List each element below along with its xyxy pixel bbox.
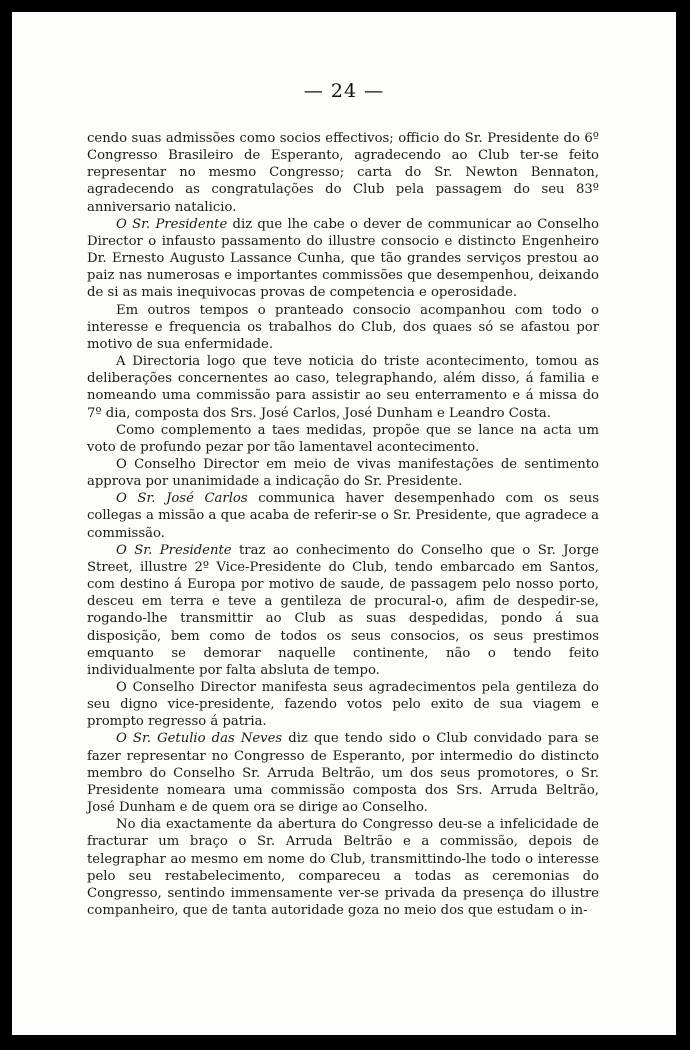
paragraph-text: O Conselho Director manifesta seus agradecimentos pela gentileza do seu digno vice-presidente, fazendo votos pelo exito de sua viagem e prompto regresso á patria. xyxy=(87,680,599,730)
speaker-name: O Sr. Presidente xyxy=(116,216,228,232)
paragraph-text: cendo suas admissões como socios effectivos; officio do Sr. Presidente do 6º Congresso Brasileiro de Esperanto, agradecendo ao Club ter-se feito representar no mesmo Congresso; carta do Sr. Newton Bennaton, agradecendo as congratulações do Club pela passagem do seu 83º anniversario natalicio. xyxy=(87,131,599,215)
paragraph xyxy=(87,456,599,490)
page-number: — 24 — xyxy=(303,80,385,102)
body-text xyxy=(87,130,599,919)
paragraph-text: Como complemento a taes medidas, propõe que se lance na acta um voto de profundo pezar por tão lamentavel acontecimento. xyxy=(87,422,599,455)
paragraph xyxy=(87,679,599,730)
paragraph xyxy=(87,216,599,302)
speaker-name: O Sr. Presidente xyxy=(116,542,232,558)
paragraph xyxy=(87,730,599,816)
paragraph xyxy=(87,302,599,353)
paragraph xyxy=(87,542,599,679)
paragraph xyxy=(87,353,599,422)
paragraph-text: communica haver desempenhado com os seus collegas a missão a que acaba de referir-se o Sr. Presidente, que agradece a commissão. xyxy=(87,491,599,541)
paragraph xyxy=(87,130,599,216)
speaker-name: O Sr. José Carlos xyxy=(116,491,248,507)
paragraph-text: Em outros tempos o pranteado consocio acompanhou com todo o interesse e frequencia os trabalhos do Club, dos quaes só se afastou por motivo de sua enfermidade. xyxy=(87,302,599,352)
paragraph-text: diz que tendo sido o Club convidado para se fazer representar no Congresso de Esperanto, por intermedio do distincto membro do Conselho Sr. Arruda Beltrão, um dos seus promotores, o Sr. Presidente nomeara uma commissão composta dos Srs. Arruda Beltrão, José Dunham e de quem ora se dirige ao Conselho. xyxy=(87,731,599,816)
paragraph xyxy=(87,816,599,919)
paragraph-text: diz que lhe cabe o dever de communicar ao Conselho Director o infausto passamento do illustre consocio e distincto Engenheiro Dr. Ernesto Augusto Lassance Cunha, que tão grandes serviços prestou ao paiz nas numerosas e importantes commissões que desempenhou, deixando de si as mais inequivocas provas de competencia e operosidade. xyxy=(87,216,599,301)
paragraph-text: No dia exactamente da abertura do Congresso deu-se a infelicidade de fracturar um braço o Sr. Arruda Beltrão e a commissão, depois de telegraphar ao mesmo em nome do Club, transmittindo-lhe todo o interesse pelo seu restabelecimento, compareceu a todas as ceremonias do Congresso, sentindo immensamente ver-se privada da presença do illustre companheiro, que de tanta autoridade goza no meio dos que estudam o in- xyxy=(87,817,599,919)
paragraph-text: O Conselho Director em meio de vivas manifestações de sentimento approva por unanimidade a indicação do Sr. Presidente. xyxy=(87,456,599,490)
paragraph xyxy=(87,490,599,541)
speaker-name: O Sr. Getulio das Neves xyxy=(116,731,283,747)
paragraph-text: traz ao conhecimento do Conselho que o Sr. Jorge Street, illustre 2º Vice-Presidente do Club, tendo embarcado em Santos, com destino á Europa por motivo de saude, de passagem pelo nosso porto, desceu em terra e teve a gentileza de procural-o, afim de despedir-se, rogando-lhe transmittir ao Club as suas despedidas, pondo á sua disposição, bem como de todos os seus consocios, os seus prestimos emquanto se demorar naquelle continente, não o tendo feito individualmente por falta absluta de tempo. xyxy=(87,542,599,678)
book-page xyxy=(12,12,676,1035)
paragraph xyxy=(87,422,599,456)
paragraph-text: A Directoria logo que teve noticia do triste acontecimento, tomou as deliberações concernentes ao caso, telegraphando, além disso, á familia e nomeando uma commissão para assistir ao seu enterramento e á missa do 7º dia, composta dos Srs. José Carlos, José Dunham e Leandro Costa. xyxy=(87,354,599,421)
